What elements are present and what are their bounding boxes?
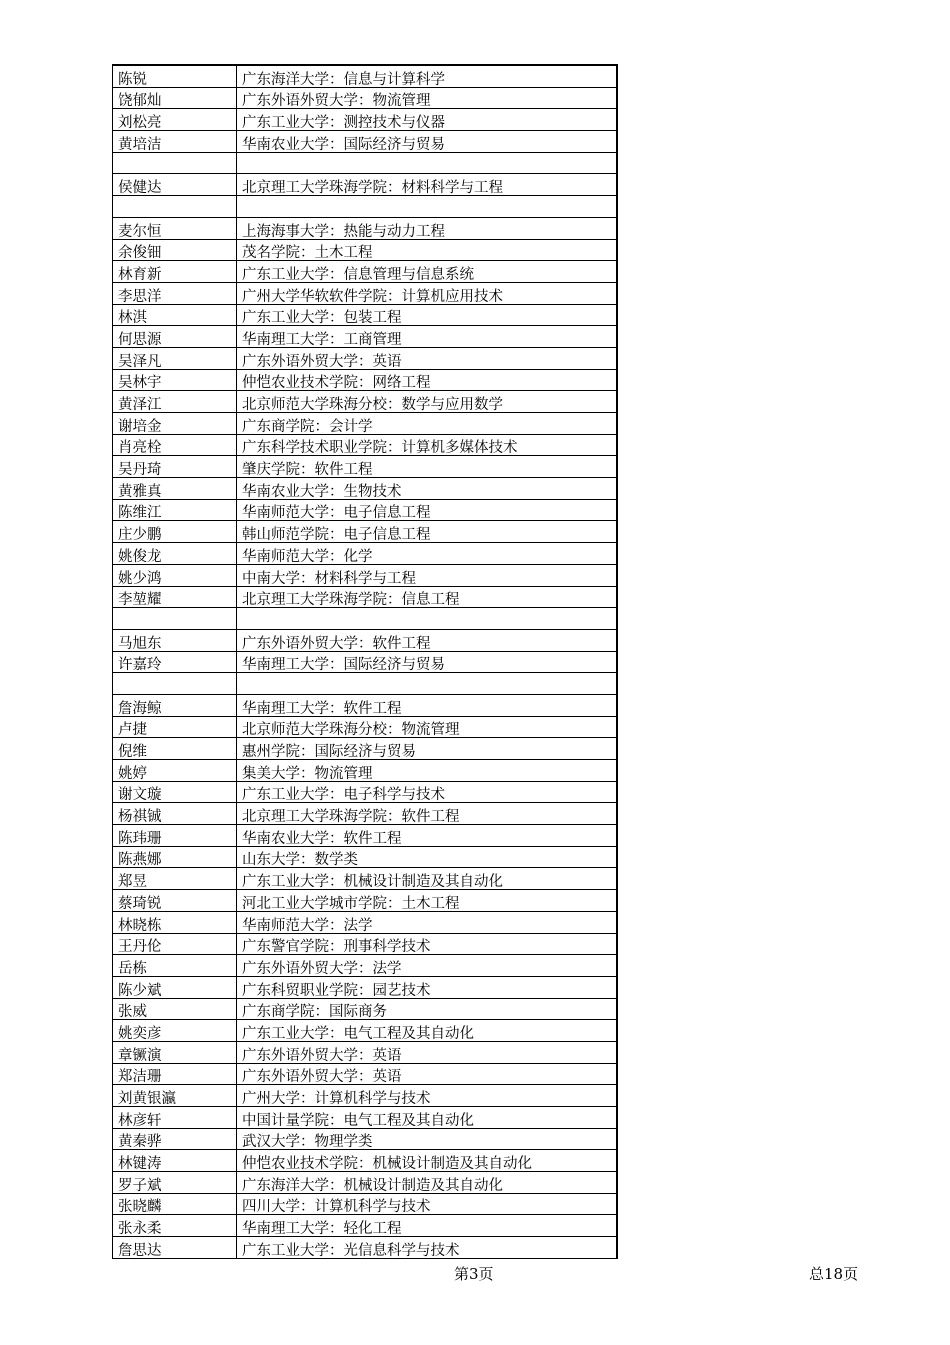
- school-major-cell: 华南师范大学：化学: [237, 543, 618, 565]
- school-major-cell: 武汉大学：物理学类: [237, 1128, 618, 1150]
- school-major-cell: 集美大学：物流管理: [237, 760, 618, 782]
- table-row: [113, 1237, 618, 1259]
- table-row: [113, 239, 618, 261]
- student-name-cell: 马旭东: [113, 629, 237, 651]
- student-name-cell: 庄少鹏: [113, 521, 237, 543]
- student-name-cell: 谢文璇: [113, 781, 237, 803]
- table-row: [113, 369, 618, 391]
- student-name-cell: 詹思达: [113, 1237, 237, 1259]
- table-row: [113, 933, 618, 955]
- school-major-cell: 广东商学院：会计学: [237, 413, 618, 435]
- school-major-cell: 肇庆学院：软件工程: [237, 456, 618, 478]
- table-row: [113, 629, 618, 651]
- school-major-cell: 华南理工大学：工商管理: [237, 326, 618, 348]
- student-name-cell: 罗子斌: [113, 1172, 237, 1194]
- table-row: [113, 109, 618, 131]
- table-row: [113, 131, 618, 153]
- school-major-cell: 惠州学院：国际经济与贸易: [237, 738, 618, 760]
- student-name-cell: [113, 608, 237, 630]
- student-name-cell: 侯健达: [113, 174, 237, 196]
- table-row: [113, 1107, 618, 1129]
- table-row: [113, 760, 618, 782]
- table-row: [113, 803, 618, 825]
- table-row: [113, 1085, 618, 1107]
- student-name-cell: 张威: [113, 998, 237, 1020]
- school-major-cell: 仲恺农业技术学院：网络工程: [237, 369, 618, 391]
- school-major-cell: 中南大学：材料科学与工程: [237, 564, 618, 586]
- school-major-cell: 广东工业大学：机械设计制造及其自动化: [237, 868, 618, 890]
- table-row: [113, 1020, 618, 1042]
- table-row: [113, 282, 618, 304]
- table-row: [113, 478, 618, 500]
- table-row: [113, 87, 618, 109]
- roster-table-body: [113, 65, 618, 1258]
- table-row: [113, 694, 618, 716]
- student-name-cell: 张晓麟: [113, 1193, 237, 1215]
- table-row: [113, 434, 618, 456]
- school-major-cell: 广东工业大学：电气工程及其自动化: [237, 1020, 618, 1042]
- student-name-cell: 岳栋: [113, 955, 237, 977]
- student-name-cell: 詹海鲸: [113, 694, 237, 716]
- student-name-cell: 黄雅真: [113, 478, 237, 500]
- student-name-cell: 陈少斌: [113, 976, 237, 998]
- table-row: [113, 261, 618, 283]
- table-row: [113, 521, 618, 543]
- table-row: [113, 456, 618, 478]
- student-name-cell: 郑昱: [113, 868, 237, 890]
- table-row: [113, 174, 618, 196]
- table-row: [113, 586, 618, 608]
- student-name-cell: 陈玮珊: [113, 825, 237, 847]
- school-major-cell: 广东外语外贸大学：英语: [237, 1063, 618, 1085]
- school-major-cell: 华南师范大学：法学: [237, 911, 618, 933]
- student-name-cell: [113, 196, 237, 218]
- table-row: [113, 825, 618, 847]
- school-major-cell: 广东科学技术职业学院：计算机多媒体技术: [237, 434, 618, 456]
- school-major-cell: 广东工业大学：信息管理与信息系统: [237, 261, 618, 283]
- student-name-cell: 林晓栋: [113, 911, 237, 933]
- student-name-cell: 麦尔恒: [113, 217, 237, 239]
- table-row: [113, 391, 618, 413]
- student-name-cell: 张永柔: [113, 1215, 237, 1237]
- table-row: [113, 326, 618, 348]
- school-major-cell: 仲恺农业技术学院：机械设计制造及其自动化: [237, 1150, 618, 1172]
- table-row: [113, 608, 618, 630]
- student-name-cell: 李思洋: [113, 282, 237, 304]
- school-major-cell: 北京理工大学珠海学院：软件工程: [237, 803, 618, 825]
- school-major-cell: 广东海洋大学：信息与计算科学: [237, 65, 618, 87]
- table-row: [113, 564, 618, 586]
- student-name-cell: 郑洁珊: [113, 1063, 237, 1085]
- table-row: [113, 347, 618, 369]
- school-major-cell: 广东外语外贸大学：法学: [237, 955, 618, 977]
- school-major-cell: 北京师范大学珠海分校：物流管理: [237, 716, 618, 738]
- student-name-cell: [113, 152, 237, 174]
- table-row: [113, 673, 618, 695]
- school-major-cell: 广州大学华软软件学院：计算机应用技术: [237, 282, 618, 304]
- table-row: [113, 716, 618, 738]
- student-name-cell: 倪维: [113, 738, 237, 760]
- school-major-cell: 上海海事大学：热能与动力工程: [237, 217, 618, 239]
- table-row: [113, 846, 618, 868]
- school-major-cell: 华南农业大学：国际经济与贸易: [237, 131, 618, 153]
- student-name-cell: 吴泽凡: [113, 347, 237, 369]
- school-major-cell: 茂名学院：土木工程: [237, 239, 618, 261]
- student-name-cell: 姚少鸿: [113, 564, 237, 586]
- student-name-cell: 余俊钿: [113, 239, 237, 261]
- student-name-cell: 刘黄银瀛: [113, 1085, 237, 1107]
- school-major-cell: 华南理工大学：轻化工程: [237, 1215, 618, 1237]
- school-major-cell: [237, 673, 618, 695]
- student-name-cell: 李堃耀: [113, 586, 237, 608]
- table-row: [113, 1150, 618, 1172]
- page-number: 第3页: [454, 1265, 494, 1283]
- school-major-cell: 广东外语外贸大学：英语: [237, 347, 618, 369]
- school-major-cell: 广东科贸职业学院：园艺技术: [237, 976, 618, 998]
- school-major-cell: 中国计量学院：电气工程及其自动化: [237, 1107, 618, 1129]
- roster-table: [112, 64, 618, 1259]
- table-row: [113, 304, 618, 326]
- school-major-cell: 广州大学：计算机科学与技术: [237, 1085, 618, 1107]
- table-row: [113, 152, 618, 174]
- table-row: [113, 781, 618, 803]
- student-name-cell: 林淇: [113, 304, 237, 326]
- table-row: [113, 1172, 618, 1194]
- table-row: [113, 955, 618, 977]
- school-major-cell: 广东外语外贸大学：软件工程: [237, 629, 618, 651]
- school-major-cell: 华南师范大学：电子信息工程: [237, 499, 618, 521]
- student-name-cell: 陈维江: [113, 499, 237, 521]
- school-major-cell: 广东警官学院：刑事科学技术: [237, 933, 618, 955]
- school-major-cell: [237, 152, 618, 174]
- student-name-cell: 肖亮栓: [113, 434, 237, 456]
- table-row: [113, 738, 618, 760]
- school-major-cell: [237, 608, 618, 630]
- table-row: [113, 651, 618, 673]
- table-row: [113, 543, 618, 565]
- school-major-cell: 北京理工大学珠海学院：信息工程: [237, 586, 618, 608]
- table-row: [113, 499, 618, 521]
- page-total: 总18页: [809, 1265, 859, 1283]
- school-major-cell: 广东工业大学：光信息科学与技术: [237, 1237, 618, 1259]
- school-major-cell: 华南理工大学：国际经济与贸易: [237, 651, 618, 673]
- student-name-cell: 林育新: [113, 261, 237, 283]
- student-name-cell: 章镢演: [113, 1041, 237, 1063]
- school-major-cell: 广东工业大学：测控技术与仪器: [237, 109, 618, 131]
- student-name-cell: [113, 673, 237, 695]
- table-row: [113, 998, 618, 1020]
- table-row: [113, 1193, 618, 1215]
- student-name-cell: 黄泽江: [113, 391, 237, 413]
- table-row: [113, 196, 618, 218]
- table-row: [113, 65, 618, 87]
- student-name-cell: 吴林宇: [113, 369, 237, 391]
- school-major-cell: 韩山师范学院：电子信息工程: [237, 521, 618, 543]
- school-major-cell: 华南农业大学：生物技术: [237, 478, 618, 500]
- student-name-cell: 蔡琦锐: [113, 890, 237, 912]
- student-name-cell: 黄培洁: [113, 131, 237, 153]
- student-name-cell: 杨祺铖: [113, 803, 237, 825]
- table-row: [113, 911, 618, 933]
- student-name-cell: 姚婷: [113, 760, 237, 782]
- table-row: [113, 1041, 618, 1063]
- table-row: [113, 976, 618, 998]
- student-name-cell: 姚俊龙: [113, 543, 237, 565]
- school-major-cell: 四川大学：计算机科学与技术: [237, 1193, 618, 1215]
- student-name-cell: 何思源: [113, 326, 237, 348]
- student-name-cell: 谢培金: [113, 413, 237, 435]
- school-major-cell: 河北工业大学城市学院：土木工程: [237, 890, 618, 912]
- table-row: [113, 413, 618, 435]
- student-name-cell: 黄秦骅: [113, 1128, 237, 1150]
- student-name-cell: 饶郁灿: [113, 87, 237, 109]
- student-name-cell: 许嘉玲: [113, 651, 237, 673]
- school-major-cell: 广东工业大学：电子科学与技术: [237, 781, 618, 803]
- table-row: [113, 1063, 618, 1085]
- student-name-cell: 吴丹琦: [113, 456, 237, 478]
- student-name-cell: 姚奕彦: [113, 1020, 237, 1042]
- table-row: [113, 868, 618, 890]
- student-name-cell: 刘松亮: [113, 109, 237, 131]
- school-major-cell: 广东外语外贸大学：英语: [237, 1041, 618, 1063]
- table-row: [113, 1215, 618, 1237]
- student-name-cell: 陈燕娜: [113, 846, 237, 868]
- school-major-cell: 北京理工大学珠海学院：材料科学与工程: [237, 174, 618, 196]
- school-major-cell: 广东工业大学：包装工程: [237, 304, 618, 326]
- school-major-cell: 广东海洋大学：机械设计制造及其自动化: [237, 1172, 618, 1194]
- school-major-cell: 华南理工大学：软件工程: [237, 694, 618, 716]
- school-major-cell: 广东商学院：国际商务: [237, 998, 618, 1020]
- school-major-cell: 华南农业大学：软件工程: [237, 825, 618, 847]
- student-name-cell: 林键涛: [113, 1150, 237, 1172]
- school-major-cell: 北京师范大学珠海分校：数学与应用数学: [237, 391, 618, 413]
- student-name-cell: 林彦轩: [113, 1107, 237, 1129]
- table-row: [113, 217, 618, 239]
- table-row: [113, 890, 618, 912]
- school-major-cell: 广东外语外贸大学：物流管理: [237, 87, 618, 109]
- student-name-cell: 卢捷: [113, 716, 237, 738]
- school-major-cell: [237, 196, 618, 218]
- school-major-cell: 山东大学：数学类: [237, 846, 618, 868]
- table-row: [113, 1128, 618, 1150]
- student-name-cell: 王丹伦: [113, 933, 237, 955]
- student-name-cell: 陈锐: [113, 65, 237, 87]
